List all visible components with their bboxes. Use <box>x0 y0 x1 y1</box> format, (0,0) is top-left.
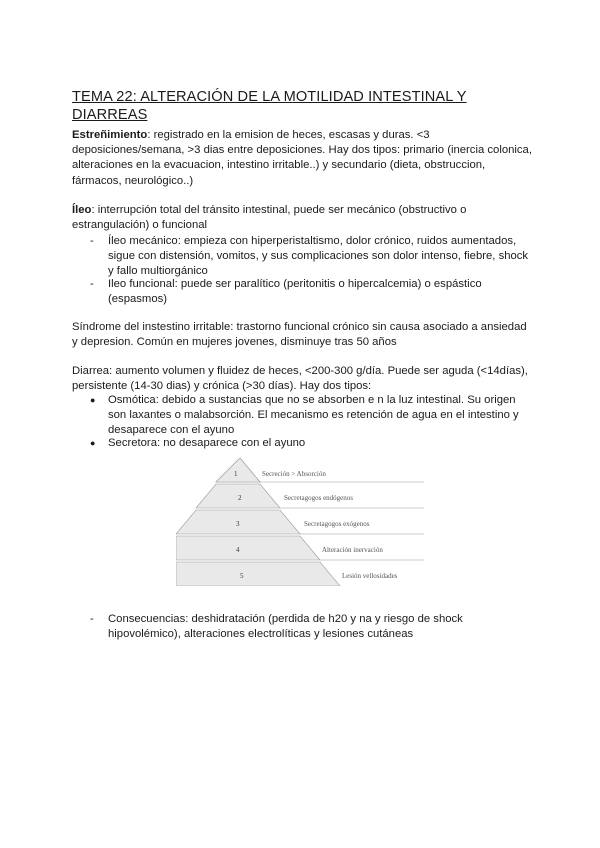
ileo-text: : interrupción total del tránsito intestinal, puede ser mecánico (obstructivo o estrangulación) o funcional <box>72 204 467 232</box>
list-item <box>90 234 530 280</box>
pyramid-level-4-number: 4 <box>236 546 240 554</box>
pyramid-level-1 <box>216 458 260 482</box>
list-item-text: Íleo mecánico: empieza con hiperperistaltismo, dolor crónico, ruidos aumentados, sigue con distensión, vomitos, y sus complicaciones son dolor intenso, fiebre, shock y fallo multiorgánico <box>108 235 529 278</box>
pyramid-svg <box>176 458 424 586</box>
list-marker: - <box>90 278 94 290</box>
page-title: TEMA 22: ALTERACIÓN DE LA MOTILIDAD INTESTINAL Y DIARREAS <box>72 89 467 123</box>
sindrome-paragraph: Síndrome del instestino irritable: trastorno funcional crónico sin causa asociado a ansiedad y depresion. Común en mujeres jovenes, disminuye tras 50 años <box>72 321 527 349</box>
pyramid-level-2-label: Secretagogos endógenos <box>284 494 354 502</box>
list-item-text: Secretora: no desaparece con el ayuno <box>108 437 306 449</box>
list-item <box>90 277 530 307</box>
list-item <box>90 612 530 642</box>
ileo-paragraph <box>72 203 532 233</box>
list-item <box>90 393 530 439</box>
pyramid-level-5-label: Lesión vellosidades <box>342 572 398 580</box>
list-item-text: Osmótica: debido a sustancias que no se absorben e n la luz intestinal. Su origen son laxantes o malabsorción. El mecanismo es retención de agua en el intestino y desaparece con el ayuno <box>108 394 519 437</box>
pyramid-level-2-number: 2 <box>238 494 242 502</box>
pyramid-level-1-number: 1 <box>234 470 238 478</box>
list-item-text: Consecuencias: deshidratación (perdida de h20 y na y riesgo de shock hipovolémico), alteraciones electrolíticas y lesiones cutáneas <box>108 613 463 641</box>
pyramid-level-4-label: Alteración inervación <box>322 546 383 554</box>
estrenimiento-term: Estreñimiento <box>72 129 148 141</box>
list-marker: - <box>90 235 94 247</box>
bullet-marker: ● <box>90 395 96 405</box>
list-item <box>90 436 530 451</box>
pyramid-level-4 <box>176 536 320 560</box>
pyramid-level-3-number: 3 <box>236 520 240 528</box>
estrenimiento-text: : registrado en la emision de heces, escasas y duras. <3 deposiciones/semana, >3 dias entre deposiciones. Hay dos tipos: primario (inercia colonica, alteraciones en la evacuacion, intestino irritable..) y secundario (dieta, obstruccion, fármacos, neurológico..) <box>72 129 532 187</box>
list-marker: - <box>90 613 94 625</box>
estrenimiento-paragraph <box>72 128 532 189</box>
pyramid-level-1-label: Secreción > Absorción <box>262 470 326 478</box>
diarrhea-mechanism-pyramid <box>176 458 424 586</box>
pyramid-level-5-number: 5 <box>240 572 244 580</box>
bullet-marker: ● <box>90 438 96 448</box>
pyramid-level-3-label: Secretagogos exógenos <box>304 520 370 528</box>
ileo-term: Íleo <box>72 204 92 216</box>
list-item-text: Ileo funcional: puede ser paralítico (peritonitis o hipercalcemia) o espástico (espasmos) <box>108 278 482 306</box>
diarrea-paragraph: Diarrea: aumento volumen y fluidez de heces, <200-300 g/día. Puede ser aguda (<14días), persistente (14-30 dias) y crónica (>30 días). Hay dos tipos: <box>72 365 528 393</box>
pyramid-level-5 <box>176 562 340 586</box>
